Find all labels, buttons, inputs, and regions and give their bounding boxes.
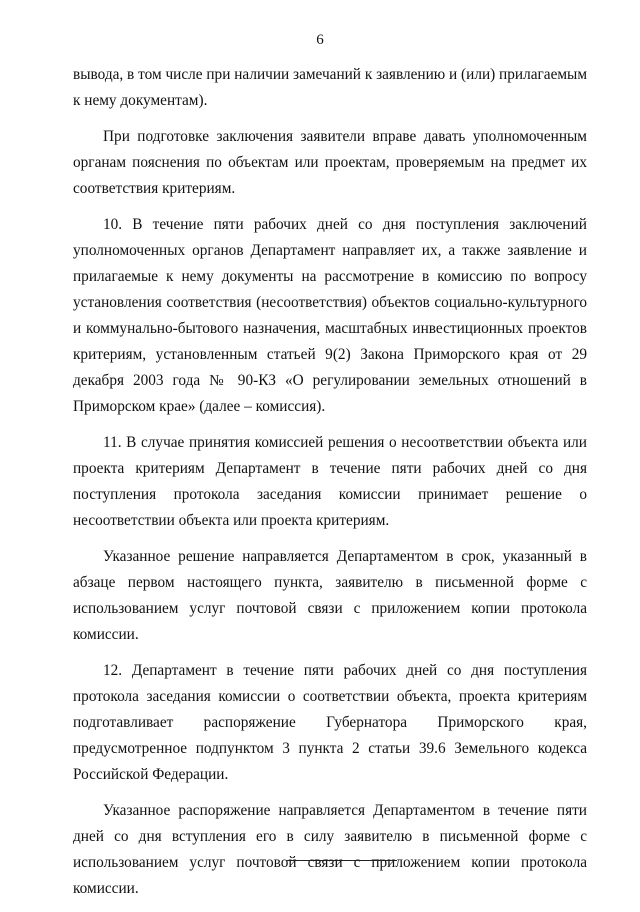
paragraph-item-11: 11. В случае принятия комиссией решения о несоответствии объекта или проекта критериям Департамент в течение пяти рабочих дней со дня поступления протокола заседания комиссии принимает решение о несоответствии объекта или проекта критериям.	[73, 434, 587, 529]
paragraph-item-12: 12. Департамент в течение пяти рабочих дней со дня поступления протокола заседания комиссии о соответствии объекта, проекта критериям подготавливает распоряжение Губернатора Приморского края, предусмотренное подпунктом 3 пункта 2 статьи 39.6 Земельного кодекса Российской Федерации.	[73, 662, 587, 783]
document-body	[73, 62, 587, 912]
paragraph-decision-notice: Указанное решение направляется Департаментом в срок, указанный в абзаце первом настоящего пункта, заявителю в письменной форме с использованием услуг почтовой связи с приложением копии протокола комиссии.	[73, 548, 587, 643]
paragraph-item-10: 10. В течение пяти рабочих дней со дня поступления заключений уполномоченных органов Департамент направляет их, а также заявление и прилагаемые к нему документы на рассмотрение в комиссию по вопросу установления соответствия (несоответствия) объектов социально-культурного и коммунально-бытового назначения, масштабных инвестиционных проектов критериям, установленным статьей 9(2) Закона Приморского края от 29 декабря 2003 года № 90-КЗ «О регулировании земельных отношений в Приморском крае» (далее – комиссия).	[73, 216, 587, 415]
footer-divider	[287, 860, 397, 861]
paragraph-order-notice: Указанное распоряжение направляется Департаментом в течение пяти дней со дня вступления его в силу заявителю в письменной форме с использованием услуг почтовой связи с приложением копии протокола комиссии.	[73, 802, 587, 897]
paragraph-explanations: При подготовке заключения заявители вправе давать уполномоченным органам пояснения по объектам или проектам, проверяемым на предмет их соответствия критериям.	[73, 128, 587, 197]
page-number: 6	[316, 32, 324, 48]
paragraph-continuation: вывода, в том числе при наличии замечаний к заявлению и (или) прилагаемым к нему документам).	[73, 66, 587, 109]
